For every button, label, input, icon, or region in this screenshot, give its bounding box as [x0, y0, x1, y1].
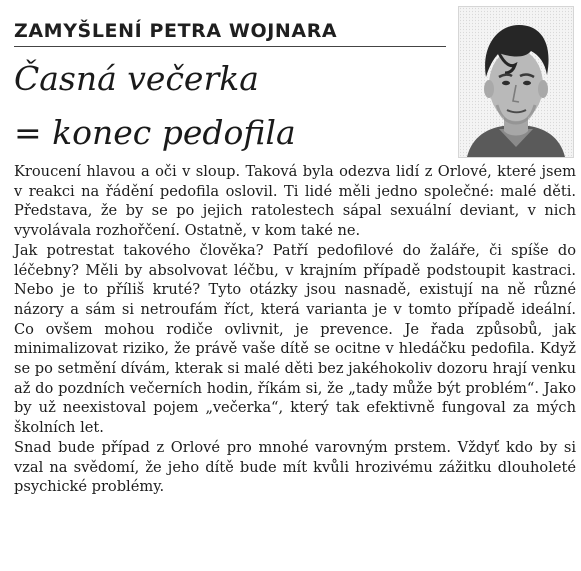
paragraph-1: Kroucení hlavou a oči v sloup. Taková byla odezva lidí z Orlové, které jsem v reakci na řádění pedofila oslovil. Ti lidé měli jedno společné: malé děti. Představa, že by se po jejich ratolestech sápal sexuální deviant, v nich vyvolávala rozhořčení. Ostatně, v kom také ne. [14, 163, 576, 240]
paragraph-3: Snad bude případ z Orlové pro mnohé varovným prstem. Vždyť kdo by si vzal na svědomí, že jeho dítě bude mít kvůli hrozivému zážitku dlouholeté psychické problémy. [14, 438, 576, 496]
headline-line-1: Časná večerka [14, 59, 259, 98]
headline-line-2: = konec pedofila [14, 113, 296, 152]
paragraph-2: Jak potrestat takového člověka? Patří pedofilové do žaláře, či spíše do léčebny? Měli by absolvovat léčbu, v krajním případě podstoupit kastraci. Nebo je to příliš kruté? Tyto otázky jsou nasnadě, existují na ně různé názory a sám si netroufám říct, která varianta je v tomto případě ideální. Co ovšem mohou rodiče ovlivnit, je prevence. Je řada způsobů, jak minimalizovat riziko, že právě vaše dítě se ocitne v hledáčku pedofila. Když se po setmění dívám, kterak si malé děti bez jakéhokoliv dozoru hrají venku až do pozdních večerních hodin, říkám si, že „tady může být problém“. Jako by už neexistoval pojem „večerka“, který tak efektivně fungoval za mých školních let. [14, 241, 576, 437]
article-body [14, 162, 576, 497]
portrait-illustration [459, 7, 573, 157]
kicker-rule [14, 46, 446, 47]
headline [14, 52, 454, 160]
author-portrait [458, 6, 574, 158]
column-kicker: ZAMYŠLENÍ PETRA WOJNARA [14, 20, 338, 42]
